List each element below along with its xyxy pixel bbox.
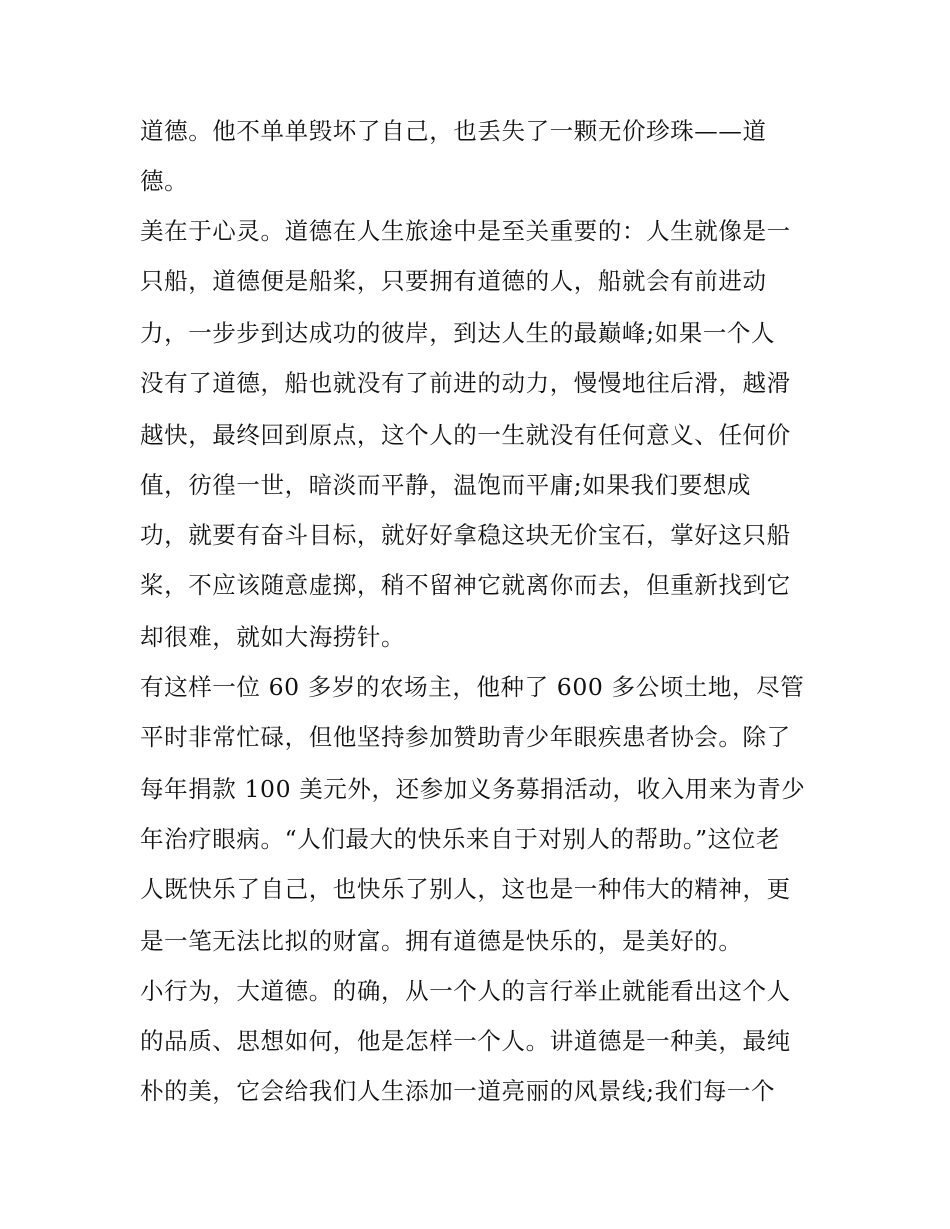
text-line: 没有了道德，船也就没有了前进的动力，慢慢地往后滑，越滑 bbox=[140, 369, 791, 397]
text-line: 有这样一位 60 多岁的农场主，他种了 600 多公顷土地，尽管 bbox=[140, 673, 805, 701]
text-line: 人既快乐了自己，也快乐了别人，这也是一种伟大的精神，更 bbox=[140, 875, 791, 903]
text-line: 力，一步步到达成功的彼岸，到达人生的最巅峰;如果一个人 bbox=[140, 319, 776, 347]
text-line: 平时非常忙碌，但他坚持参加赞助青少年眼疾患者协会。除了 bbox=[140, 723, 791, 751]
text-line: 每年捐款 100 美元外，还参加义务募捐活动，收入用来为青少 bbox=[140, 775, 806, 803]
text-line: 朴的美，它会给我们人生添加一道亮丽的风景线;我们每一个 bbox=[140, 1077, 776, 1105]
text-line: 的品质、思想如何，他是怎样一个人。讲道德是一种美，最纯 bbox=[140, 1027, 791, 1055]
text-line: 是一笔无法比拟的财富。拥有道德是快乐的，是美好的。 bbox=[140, 927, 743, 955]
text-line: 小行为，大道德。的确，从一个人的言行举止就能看出这个人 bbox=[140, 977, 791, 1005]
text-line: 却很难，就如大海捞针。 bbox=[140, 623, 406, 651]
text-line: 桨，不应该随意虚掷，稍不留神它就离你而去，但重新找到它 bbox=[140, 571, 791, 599]
text-line: 道德。他不单单毁坏了自己，也丢失了一颗无价珍珠——道 bbox=[140, 117, 767, 145]
text-line: 美在于心灵。道德在人生旅途中是至关重要的：人生就像是一 bbox=[140, 217, 791, 245]
text-line: 只船，道德便是船桨，只要拥有道德的人，船就会有前进动 bbox=[140, 267, 767, 295]
text-line: 年治疗眼病。“人们最大的快乐来自于对别人的帮助。”这位老 bbox=[140, 825, 781, 853]
text-line: 值，彷徨一世，暗淡而平静，温饱而平庸;如果我们要想成 bbox=[140, 471, 752, 499]
text-line: 德。 bbox=[140, 167, 189, 195]
text-line: 越快，最终回到原点，这个人的一生就没有任何意义、任何价 bbox=[140, 421, 791, 449]
text-line: 功，就要有奋斗目标，就好好拿稳这块无价宝石，掌好这只船 bbox=[140, 521, 791, 549]
